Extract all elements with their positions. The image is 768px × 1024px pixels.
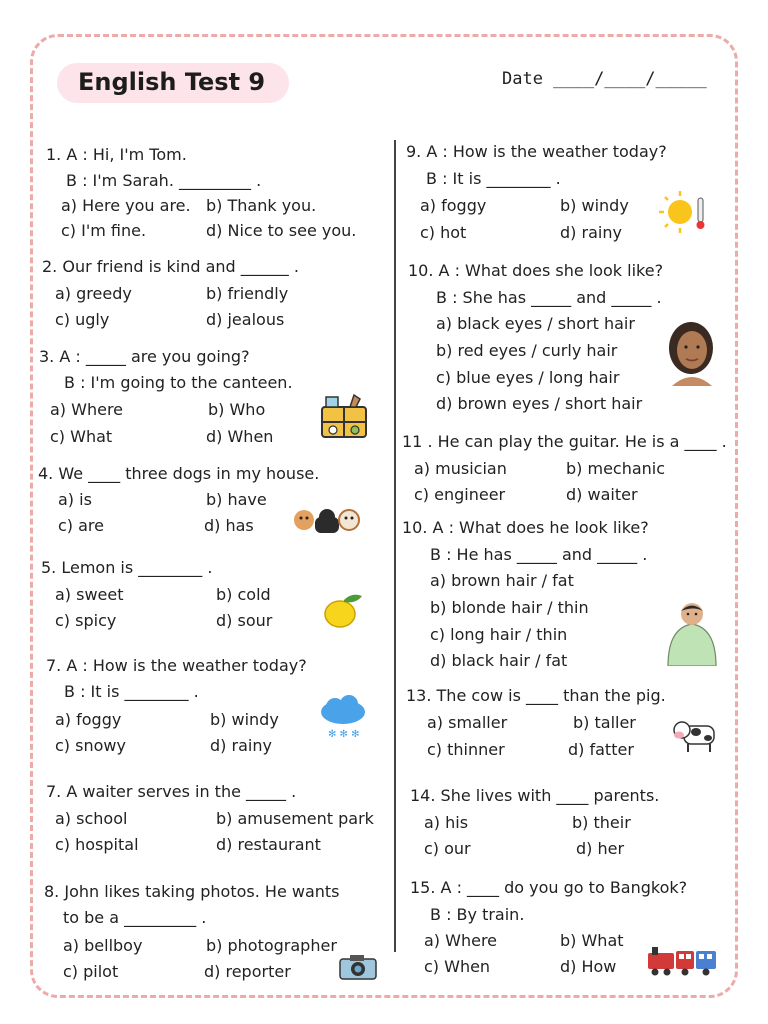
svg-text:✻ ✻ ✻: ✻ ✻ ✻ (328, 729, 360, 740)
option-d[interactable]: d) fatter (568, 740, 634, 759)
option-a[interactable]: a) his (424, 813, 469, 832)
question-line: B : It is ________ . (426, 169, 561, 188)
question-line: 8. John likes taking photos. He wants (44, 882, 340, 901)
option-b[interactable]: b) Thank you. (206, 196, 317, 215)
train-icon (646, 945, 718, 977)
option-b[interactable]: b) friendly (206, 284, 289, 303)
option-a[interactable]: a) greedy (55, 284, 132, 303)
option-b[interactable]: b) windy (210, 710, 279, 729)
option-a[interactable]: a) Here you are. (61, 196, 191, 215)
camera-icon (338, 953, 378, 981)
option-c[interactable]: c) our (424, 839, 471, 858)
question-line: 2. Our friend is kind and ______ . (42, 257, 299, 276)
option-b[interactable]: b) What (560, 931, 624, 950)
cow-icon (672, 716, 718, 754)
option-a[interactable]: a) school (55, 809, 128, 828)
option-d[interactable]: d) sour (216, 611, 273, 630)
question-line: 14. She lives with ____ parents. (410, 786, 660, 805)
option-c[interactable]: c) engineer (414, 485, 506, 504)
option-a[interactable]: a) brown hair / fat (430, 571, 574, 590)
question-line: 4. We ____ three dogs in my house. (38, 464, 320, 483)
question-line: B : I'm Sarah. _________ . (66, 171, 262, 190)
option-d[interactable]: d) black hair / fat (430, 651, 568, 670)
sun-thermometer-icon (658, 188, 710, 236)
option-a[interactable]: a) smaller (427, 713, 508, 732)
column-divider (394, 140, 396, 952)
canteen-icon (320, 393, 368, 439)
option-a[interactable]: a) sweet (55, 585, 124, 604)
option-a[interactable]: a) black eyes / short hair (436, 314, 635, 333)
question-line: 13. The cow is ____ than the pig. (406, 686, 666, 705)
option-a[interactable]: a) musician (414, 459, 507, 478)
option-d[interactable]: d) her (576, 839, 625, 858)
option-c[interactable]: c) are (58, 516, 104, 535)
question-line: 7. A waiter serves in the _____ . (46, 782, 297, 801)
lemon-icon (318, 590, 364, 630)
question-line: B : By train. (430, 905, 525, 924)
option-a[interactable]: a) is (58, 490, 92, 509)
option-b[interactable]: b) have (206, 490, 267, 509)
question-line: 10. A : What does he look like? (402, 518, 649, 537)
option-c[interactable]: c) pilot (63, 962, 119, 981)
option-d[interactable]: d) rainy (560, 223, 622, 242)
option-a[interactable]: a) foggy (420, 196, 487, 215)
question-line: 11 . He can play the guitar. He is a ____ . (402, 432, 727, 451)
option-c[interactable]: c) long hair / thin (430, 625, 568, 644)
option-c[interactable]: c) What (50, 427, 113, 446)
question-line: 7. A : How is the weather today? (46, 656, 307, 675)
option-c[interactable]: c) When (424, 957, 491, 976)
option-c[interactable]: c) thinner (427, 740, 505, 759)
snow-cloud-icon (318, 695, 368, 743)
option-a[interactable]: a) bellboy (63, 936, 143, 955)
fat-man-icon (664, 600, 720, 666)
question-line: 1. A : Hi, I'm Tom. (46, 145, 187, 164)
option-d[interactable]: d) brown eyes / short hair (436, 394, 643, 413)
date-field: Date ____/____/_____ (502, 69, 707, 89)
option-d[interactable]: d) Nice to see you. (206, 221, 357, 240)
question-line: 3. A : _____ are you going? (39, 347, 250, 366)
option-b[interactable]: b) Who (208, 400, 266, 419)
option-b[interactable]: b) taller (573, 713, 636, 732)
option-c[interactable]: c) hot (420, 223, 467, 242)
option-b[interactable]: b) red eyes / curly hair (436, 341, 618, 360)
option-d[interactable]: d) reporter (204, 962, 291, 981)
option-c[interactable]: c) I'm fine. (61, 221, 147, 240)
option-b[interactable]: b) photographer (206, 936, 337, 955)
option-d[interactable]: d) rainy (210, 736, 272, 755)
question-line: B : She has _____ and _____ . (436, 288, 662, 307)
question-line: B : It is ________ . (64, 682, 199, 701)
option-a[interactable]: a) Where (424, 931, 498, 950)
option-c[interactable]: c) blue eyes / long hair (436, 368, 620, 387)
question-line: 15. A : ____ do you go to Bangkok? (410, 878, 688, 897)
option-c[interactable]: c) hospital (55, 835, 139, 854)
option-c[interactable]: c) snowy (55, 736, 126, 755)
option-c[interactable]: c) ugly (55, 310, 110, 329)
question-line: B : He has _____ and _____ . (430, 545, 648, 564)
option-b[interactable]: b) amusement park (216, 809, 374, 828)
option-b[interactable]: b) their (572, 813, 631, 832)
option-c[interactable]: c) spicy (55, 611, 117, 630)
question-line: 10. A : What does she look like? (408, 261, 664, 280)
question-line: 5. Lemon is ________ . (41, 558, 213, 577)
question-line: to be a _________ . (63, 908, 207, 927)
option-d[interactable]: d) restaurant (216, 835, 321, 854)
option-d[interactable]: d) waiter (566, 485, 638, 504)
option-b[interactable]: b) mechanic (566, 459, 666, 478)
page-title: English Test 9 (78, 68, 266, 96)
question-line: B : I'm going to the canteen. (64, 373, 293, 392)
option-d[interactable]: d) When (206, 427, 274, 446)
question-line: 9. A : How is the weather today? (406, 142, 667, 161)
woman-icon (664, 320, 718, 386)
option-b[interactable]: b) windy (560, 196, 629, 215)
option-d[interactable]: d) has (204, 516, 254, 535)
option-d[interactable]: d) jealous (206, 310, 285, 329)
option-a[interactable]: a) Where (50, 400, 124, 419)
option-d[interactable]: d) How (560, 957, 617, 976)
option-b[interactable]: b) blonde hair / thin (430, 598, 589, 617)
option-a[interactable]: a) foggy (55, 710, 122, 729)
dogs-icon (292, 505, 362, 535)
option-b[interactable]: b) cold (216, 585, 271, 604)
